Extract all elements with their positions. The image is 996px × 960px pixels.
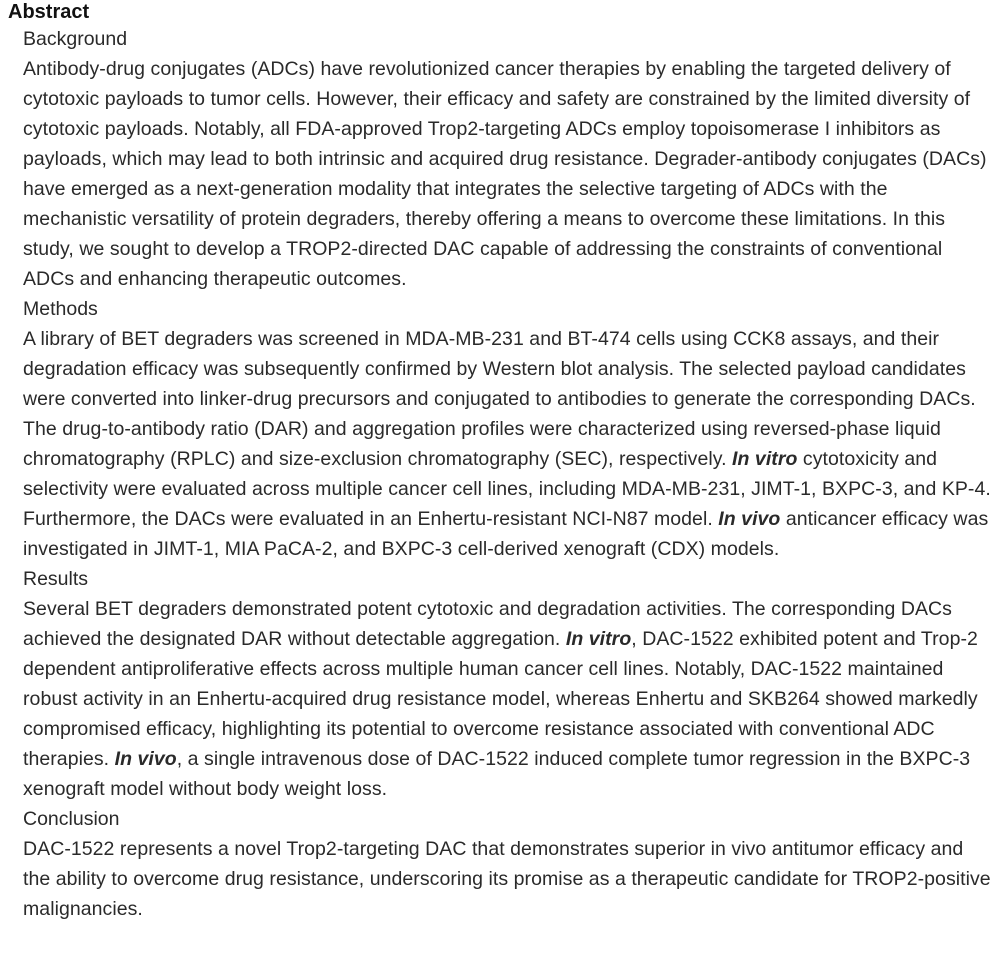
methods-heading: Methods xyxy=(23,298,98,320)
results-text-part-1: Several BET degraders demonstrated potent cytotoxic and degradation activities. The corresponding DACs achieved the designated DAR without detectable aggregation. xyxy=(23,598,952,650)
results-in-vivo-emphasis: In vivo xyxy=(114,748,177,770)
methods-in-vivo-emphasis: In vivo xyxy=(718,508,781,530)
results-section xyxy=(23,564,993,804)
conclusion-text: DAC-1522 represents a novel Trop2-targeting DAC that demonstrates superior in vivo antitumor efficacy and the ability to overcome drug resistance, underscoring its promise as a therapeutic candidate for TROP2-positive malignancies. xyxy=(23,838,991,920)
abstract-section xyxy=(8,0,993,924)
results-heading: Results xyxy=(23,568,89,590)
background-section xyxy=(23,24,993,294)
methods-text-part-3: anticancer efficacy was investigated in JIMT-1, MIA PaCA-2, and BXPC-3 cell-derived xenograft (CDX) models. xyxy=(23,508,989,560)
background-heading: Background xyxy=(23,28,128,50)
methods-text-part-2: cytotoxicity and selectivity were evaluated across multiple cancer cell lines, including MDA-MB-231, JIMT-1, BXPC-3, and KP-4. Furthermore, the DACs were evaluated in an Enhertu-resistant NCI-N87 model. xyxy=(23,448,991,530)
methods-text-part-1: A library of BET degraders was screened in MDA-MB-231 and BT-474 cells using CCK8 assays, and their degradation efficacy was subsequently confirmed by Western blot analysis. The selected payload candidates were converted into linker-drug precursors and conjugated to antibodies to generate the corresponding DACs. The drug-to-antibody ratio (DAR) and aggregation profiles were characterized using reversed-phase liquid chromatography (RPLC) and size-exclusion chromatography (SEC), respectively. xyxy=(23,328,976,470)
results-text-part-3: , a single intravenous dose of DAC-1522 induced complete tumor regression in the BXPC-3 xenograft model without body weight loss. xyxy=(23,748,971,800)
methods-in-vitro-emphasis: In vitro xyxy=(732,448,798,470)
abstract-title: Abstract xyxy=(8,1,90,23)
results-text xyxy=(23,594,993,804)
background-text: Antibody-drug conjugates (ADCs) have revolutionized cancer therapies by enabling the targeted delivery of cytotoxic payloads to tumor cells. However, their efficacy and safety are constrained by the limited diversity of cytotoxic payloads. Notably, all FDA-approved Trop2-targeting ADCs employ topoisomerase I inhibitors as payloads, which may lead to both intrinsic and acquired drug resistance. Degrader-antibody conjugates (DACs) have emerged as a next-generation modality that integrates the selective targeting of ADCs with the mechanistic versatility of protein degraders, thereby offering a means to overcome these limitations. In this study, we sought to develop a TROP2-directed DAC capable of addressing the constraints of conventional ADCs and enhancing therapeutic outcomes. xyxy=(23,58,987,290)
conclusion-section xyxy=(23,804,993,924)
methods-section xyxy=(23,294,993,564)
methods-text xyxy=(23,324,993,564)
conclusion-heading: Conclusion xyxy=(23,808,120,830)
results-text-part-2: , DAC-1522 exhibited potent and Trop-2 dependent antiproliferative effects across multiple human cancer cell lines. Notably, DAC-1522 maintained robust activity in an Enhertu-acquired drug resistance model, whereas Enhertu and SKB264 showed markedly compromised efficacy, highlighting its potential to overcome resistance associated with conventional ADC therapies. xyxy=(23,628,978,770)
results-in-vitro-emphasis: In vitro xyxy=(565,628,632,650)
abstract-sections xyxy=(23,24,993,924)
